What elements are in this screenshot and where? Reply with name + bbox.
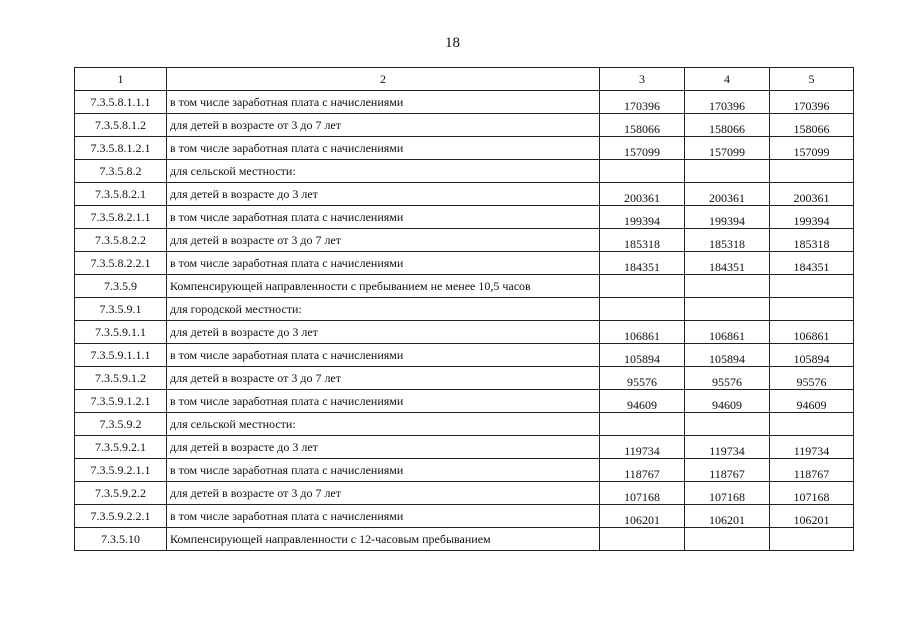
row-name-cell: для сельской местности: bbox=[167, 413, 600, 436]
row-name-cell: для детей в возрасте от 3 до 7 лет bbox=[167, 367, 600, 390]
table-row bbox=[75, 528, 854, 551]
row-name-cell: для детей в возрасте от 3 до 7 лет bbox=[167, 482, 600, 505]
table-row bbox=[75, 298, 854, 321]
table-row bbox=[75, 275, 854, 298]
row-value-col5-cell: 105894 bbox=[770, 344, 854, 367]
table-row bbox=[75, 206, 854, 229]
row-code-cell: 7.3.5.8.2.2 bbox=[75, 229, 167, 252]
table-row bbox=[75, 183, 854, 206]
column-header-4: 4 bbox=[685, 68, 770, 91]
row-code-cell: 7.3.5.9.1.1.1 bbox=[75, 344, 167, 367]
row-name-cell: для детей в возрасте до 3 лет bbox=[167, 436, 600, 459]
row-value-col5-cell: 107168 bbox=[770, 482, 854, 505]
row-name-cell: для детей в возрасте до 3 лет bbox=[167, 321, 600, 344]
row-value-col4-cell: 95576 bbox=[685, 367, 770, 390]
row-value-col5-cell: 170396 bbox=[770, 91, 854, 114]
row-value-col5-cell: 158066 bbox=[770, 114, 854, 137]
row-value-col3-cell: 95576 bbox=[600, 367, 685, 390]
row-value-col4-cell: 185318 bbox=[685, 229, 770, 252]
row-value-col4-cell: 200361 bbox=[685, 183, 770, 206]
row-value-col5-cell: 184351 bbox=[770, 252, 854, 275]
row-name-cell: Компенсирующей направленности с 12-часовым пребыванием bbox=[167, 528, 600, 551]
row-value-col5-cell: 95576 bbox=[770, 367, 854, 390]
row-value-col5-cell: 94609 bbox=[770, 390, 854, 413]
row-name-cell: для детей в возрасте от 3 до 7 лет bbox=[167, 114, 600, 137]
table-row bbox=[75, 413, 854, 436]
row-value-col3-cell: 200361 bbox=[600, 183, 685, 206]
table-row bbox=[75, 482, 854, 505]
row-name-cell: в том числе заработная плата с начислениями bbox=[167, 137, 600, 160]
row-value-col3-cell: 106861 bbox=[600, 321, 685, 344]
column-header-2: 2 bbox=[167, 68, 600, 91]
row-value-col4-cell: 105894 bbox=[685, 344, 770, 367]
row-value-col4-cell bbox=[685, 160, 770, 183]
row-value-col4-cell bbox=[685, 298, 770, 321]
row-value-col3-cell bbox=[600, 413, 685, 436]
row-value-col4-cell bbox=[685, 528, 770, 551]
column-header-1: 1 bbox=[75, 68, 167, 91]
column-header-5: 5 bbox=[770, 68, 854, 91]
row-code-cell: 7.3.5.8.1.2 bbox=[75, 114, 167, 137]
row-name-cell: для детей в возрасте до 3 лет bbox=[167, 183, 600, 206]
row-value-col4-cell bbox=[685, 413, 770, 436]
row-value-col3-cell: 199394 bbox=[600, 206, 685, 229]
row-value-col5-cell: 157099 bbox=[770, 137, 854, 160]
row-code-cell: 7.3.5.8.2.1 bbox=[75, 183, 167, 206]
row-value-col4-cell: 199394 bbox=[685, 206, 770, 229]
row-value-col3-cell: 157099 bbox=[600, 137, 685, 160]
row-code-cell: 7.3.5.9.1.1 bbox=[75, 321, 167, 344]
row-code-cell: 7.3.5.9.2 bbox=[75, 413, 167, 436]
table-row bbox=[75, 344, 854, 367]
row-code-cell: 7.3.5.8.1.1.1 bbox=[75, 91, 167, 114]
row-value-col4-cell bbox=[685, 275, 770, 298]
row-code-cell: 7.3.5.9.1.2 bbox=[75, 367, 167, 390]
row-name-cell: в том числе заработная плата с начислениями bbox=[167, 390, 600, 413]
row-code-cell: 7.3.5.9.2.2 bbox=[75, 482, 167, 505]
row-value-col4-cell: 119734 bbox=[685, 436, 770, 459]
table-row bbox=[75, 252, 854, 275]
row-value-col3-cell: 118767 bbox=[600, 459, 685, 482]
page-number: 18 bbox=[445, 35, 460, 51]
row-value-col4-cell: 106201 bbox=[685, 505, 770, 528]
table-row bbox=[75, 390, 854, 413]
row-name-cell: Компенсирующей направленности с пребыванием не менее 10,5 часов bbox=[167, 275, 600, 298]
row-value-col5-cell: 185318 bbox=[770, 229, 854, 252]
row-code-cell: 7.3.5.9.2.1.1 bbox=[75, 459, 167, 482]
table-header-row bbox=[75, 68, 854, 91]
row-name-cell: для городской местности: bbox=[167, 298, 600, 321]
row-value-col5-cell bbox=[770, 160, 854, 183]
row-value-col5-cell bbox=[770, 298, 854, 321]
row-value-col5-cell: 200361 bbox=[770, 183, 854, 206]
table-row bbox=[75, 91, 854, 114]
column-header-3: 3 bbox=[600, 68, 685, 91]
row-value-col5-cell bbox=[770, 275, 854, 298]
row-value-col3-cell: 106201 bbox=[600, 505, 685, 528]
row-code-cell: 7.3.5.8.2 bbox=[75, 160, 167, 183]
row-value-col4-cell: 170396 bbox=[685, 91, 770, 114]
row-code-cell: 7.3.5.9.2.2.1 bbox=[75, 505, 167, 528]
row-value-col3-cell bbox=[600, 528, 685, 551]
table-row bbox=[75, 505, 854, 528]
row-value-col5-cell: 106201 bbox=[770, 505, 854, 528]
row-value-col3-cell: 170396 bbox=[600, 91, 685, 114]
table-row bbox=[75, 114, 854, 137]
row-name-cell: в том числе заработная плата с начислениями bbox=[167, 459, 600, 482]
row-value-col4-cell: 94609 bbox=[685, 390, 770, 413]
row-value-col3-cell: 105894 bbox=[600, 344, 685, 367]
row-value-col5-cell bbox=[770, 413, 854, 436]
table-row bbox=[75, 436, 854, 459]
row-value-col4-cell: 118767 bbox=[685, 459, 770, 482]
data-table bbox=[74, 67, 854, 551]
table-row bbox=[75, 367, 854, 390]
row-value-col5-cell: 118767 bbox=[770, 459, 854, 482]
table-row bbox=[75, 321, 854, 344]
row-code-cell: 7.3.5.8.2.2.1 bbox=[75, 252, 167, 275]
row-value-col3-cell bbox=[600, 298, 685, 321]
row-name-cell: в том числе заработная плата с начислениями bbox=[167, 91, 600, 114]
row-code-cell: 7.3.5.8.1.2.1 bbox=[75, 137, 167, 160]
row-value-col4-cell: 184351 bbox=[685, 252, 770, 275]
row-code-cell: 7.3.5.9.1 bbox=[75, 298, 167, 321]
row-value-col3-cell bbox=[600, 160, 685, 183]
row-value-col3-cell: 94609 bbox=[600, 390, 685, 413]
row-value-col3-cell: 158066 bbox=[600, 114, 685, 137]
row-name-cell: в том числе заработная плата с начислениями bbox=[167, 344, 600, 367]
row-code-cell: 7.3.5.8.2.1.1 bbox=[75, 206, 167, 229]
row-value-col5-cell: 199394 bbox=[770, 206, 854, 229]
table-row bbox=[75, 137, 854, 160]
row-value-col4-cell: 157099 bbox=[685, 137, 770, 160]
row-value-col3-cell: 184351 bbox=[600, 252, 685, 275]
row-value-col4-cell: 158066 bbox=[685, 114, 770, 137]
row-value-col3-cell: 119734 bbox=[600, 436, 685, 459]
row-code-cell: 7.3.5.9.2.1 bbox=[75, 436, 167, 459]
row-value-col3-cell: 107168 bbox=[600, 482, 685, 505]
row-code-cell: 7.3.5.9.1.2.1 bbox=[75, 390, 167, 413]
row-value-col3-cell: 185318 bbox=[600, 229, 685, 252]
row-name-cell: для сельской местности: bbox=[167, 160, 600, 183]
row-name-cell: для детей в возрасте от 3 до 7 лет bbox=[167, 229, 600, 252]
row-value-col5-cell: 106861 bbox=[770, 321, 854, 344]
row-value-col3-cell bbox=[600, 275, 685, 298]
table-row bbox=[75, 459, 854, 482]
row-name-cell: в том числе заработная плата с начислениями bbox=[167, 505, 600, 528]
row-code-cell: 7.3.5.9 bbox=[75, 275, 167, 298]
row-value-col5-cell bbox=[770, 528, 854, 551]
row-value-col4-cell: 107168 bbox=[685, 482, 770, 505]
row-value-col5-cell: 119734 bbox=[770, 436, 854, 459]
row-code-cell: 7.3.5.10 bbox=[75, 528, 167, 551]
row-name-cell: в том числе заработная плата с начислениями bbox=[167, 206, 600, 229]
row-name-cell: в том числе заработная плата с начислениями bbox=[167, 252, 600, 275]
table-body bbox=[75, 68, 854, 551]
table-row bbox=[75, 229, 854, 252]
row-value-col4-cell: 106861 bbox=[685, 321, 770, 344]
table-row bbox=[75, 160, 854, 183]
